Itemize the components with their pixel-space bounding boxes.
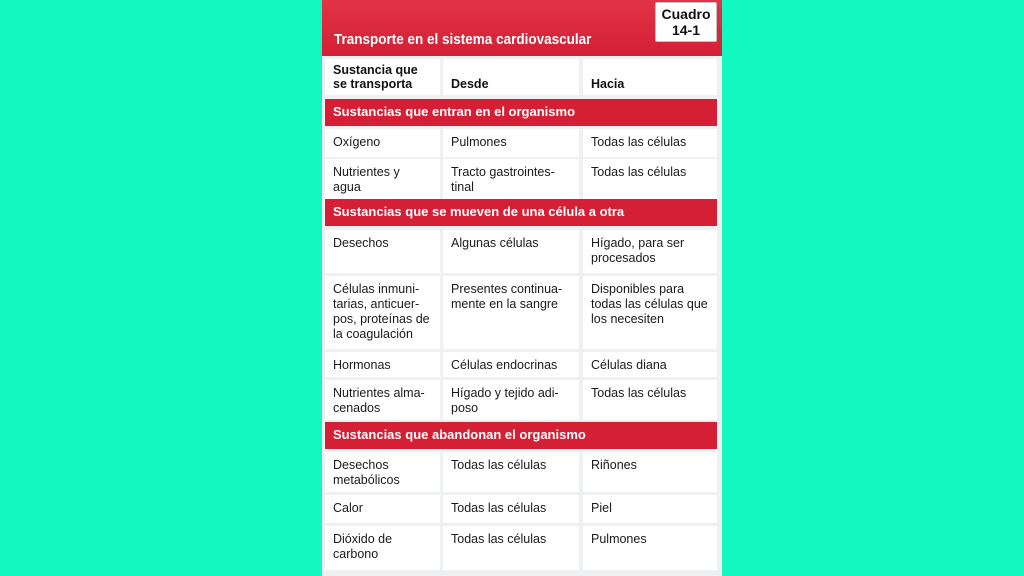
table-cell-desde — [443, 159, 579, 199]
table-header-band — [322, 0, 722, 56]
cell-text-line: cenados — [333, 401, 381, 415]
cell-text-line: Desechos — [333, 236, 389, 250]
cell-text-line: Desechos — [333, 458, 389, 472]
cell-text-line: Calor — [333, 501, 363, 515]
cell-text-line: Pulmones — [451, 135, 507, 149]
table-cell-sustancia — [325, 276, 440, 349]
column-header-hacia — [583, 59, 717, 95]
cell-text-line: Todas las células — [451, 458, 547, 472]
cell-text-line: metabólicos — [333, 473, 400, 487]
table-card — [322, 0, 722, 576]
cell-text-line: Nutrientes y — [333, 165, 400, 179]
cell-text-line: Dióxido de — [333, 532, 393, 546]
table-cell-hacia — [583, 159, 717, 199]
table-cell-desde — [443, 352, 579, 377]
cell-text-line: poso — [451, 401, 479, 415]
column-header-sustancia-line2: se transporta — [333, 77, 413, 91]
cell-text-line: todas las células que — [591, 297, 708, 311]
cell-text-line: Riñones — [591, 458, 637, 472]
table-cell-sustancia — [325, 452, 440, 492]
table-cell-sustancia — [325, 159, 440, 199]
section-header-abandonan: Sustancias que abandonan el organismo — [325, 422, 717, 449]
column-header-hacia-label: Hacia — [591, 77, 625, 91]
table-cell-hacia — [583, 452, 717, 492]
cell-text-line: Hígado, para ser — [591, 236, 685, 250]
badge-label: Cuadro — [661, 6, 711, 22]
cell-text-line: la coagulación — [333, 327, 413, 341]
cell-text-line: Todas las células — [591, 386, 687, 400]
cell-text-line: Presentes continua- — [451, 282, 563, 296]
cell-text-line: Todas las células — [451, 501, 547, 515]
table-cell-desde — [443, 452, 579, 492]
table-cell-desde — [443, 276, 579, 349]
cell-text-line: Todas las células — [451, 532, 547, 546]
table-cell-sustancia — [325, 380, 440, 420]
table-cell-sustancia — [325, 526, 440, 570]
table-cell-desde — [443, 230, 579, 273]
table-cell-sustancia — [325, 230, 440, 273]
table-title: Transporte en el sistema cardiovascular — [334, 31, 592, 48]
table-cell-hacia — [583, 129, 717, 157]
cell-text-line: agua — [333, 180, 361, 194]
cell-text-line: Pulmones — [591, 532, 647, 546]
table-cell-hacia — [583, 526, 717, 570]
cell-text-line: Todas las células — [591, 165, 687, 179]
column-header-sustancia — [325, 59, 440, 95]
column-header-sustancia-line1: Sustancia que — [333, 63, 418, 77]
cell-text-line: Todas las células — [591, 135, 687, 149]
section-header-mueven: Sustancias que se mueven de una célula a otra — [325, 199, 717, 226]
cell-text-line: Células endocrinas — [451, 358, 558, 372]
cell-text-line: Células inmuni- — [333, 282, 420, 296]
cell-text-line: mente en la sangre — [451, 297, 559, 311]
table-cell-hacia — [583, 230, 717, 273]
cell-text-line: tarias, anticuer- — [333, 297, 420, 311]
table-cell-hacia — [583, 276, 717, 349]
table-cell-hacia — [583, 352, 717, 377]
table-cell-sustancia — [325, 129, 440, 157]
cell-text-line: tinal — [451, 180, 474, 194]
table-cell-desde — [443, 380, 579, 420]
cell-text-line: Hormonas — [333, 358, 391, 372]
section-header-entran: Sustancias que entran en el organismo — [325, 99, 717, 126]
cell-text-line: Nutrientes alma- — [333, 386, 425, 400]
cell-text-line: procesados — [591, 251, 656, 265]
cell-text-line: Algunas células — [451, 236, 539, 250]
table-cell-sustancia — [325, 352, 440, 377]
table-cell-desde — [443, 526, 579, 570]
cell-text-line: Hígado y tejido adi- — [451, 386, 559, 400]
cell-text-line: Piel — [591, 501, 612, 515]
cell-text-line: Células diana — [591, 358, 667, 372]
cell-text-line: Disponibles para — [591, 282, 685, 296]
table-number-badge — [655, 2, 717, 42]
column-header-desde — [443, 59, 579, 95]
cell-text-line: Tracto gastrointes- — [451, 165, 555, 179]
table-cell-desde — [443, 129, 579, 157]
badge-number: 14-1 — [671, 22, 701, 38]
cell-text-line: pos, proteínas de — [333, 312, 430, 326]
table-cell-hacia — [583, 495, 717, 523]
table-cell-desde — [443, 495, 579, 523]
table-cell-hacia — [583, 380, 717, 420]
column-header-desde-label: Desde — [451, 77, 489, 91]
cell-text-line: los necesiten — [591, 312, 664, 326]
cell-text-line: carbono — [333, 547, 379, 561]
table-cell-sustancia — [325, 495, 440, 523]
cell-text-line: Oxígeno — [333, 135, 381, 149]
